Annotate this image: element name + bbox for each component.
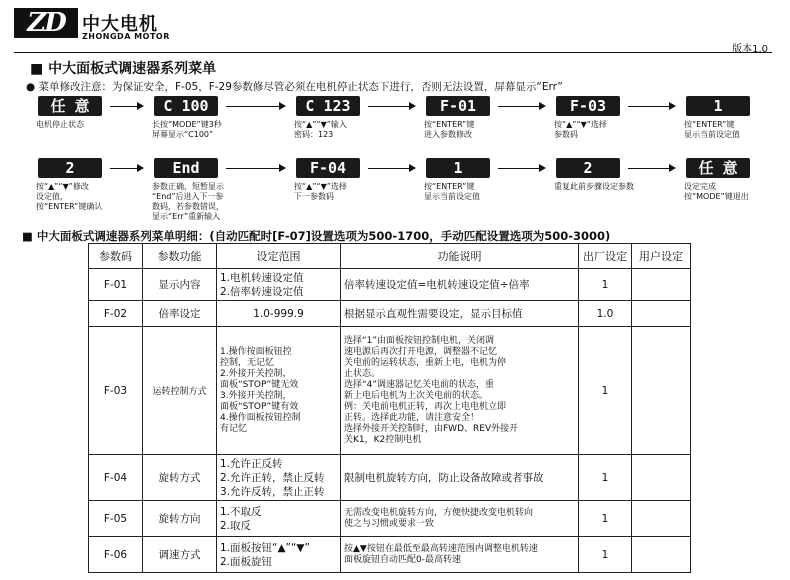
flow-arrow (110, 168, 142, 169)
user-setting (632, 301, 691, 327)
factory-setting: 1.0 (579, 301, 632, 327)
flow-arrow (628, 106, 674, 107)
display-r1-1: 任 意 (38, 96, 102, 116)
table-body (89, 269, 691, 573)
display-r2-6: 任 意 (686, 158, 750, 178)
display-r1-6: 1 (686, 96, 750, 116)
page-header (0, 0, 790, 56)
section-title-menu: ■ 中大面板式调速器系列菜单 (30, 61, 217, 77)
table-row (89, 301, 691, 327)
param-range: 1.电机转速设定值 2.倍率转速设定值 (217, 269, 341, 301)
flow-arrow (226, 168, 284, 169)
flow-arrow (368, 106, 414, 107)
flow-arrow (498, 106, 544, 107)
column-header: 用户设定 (632, 244, 691, 269)
param-description: 限制电机旋转方向，防止设备故障或者事故 (341, 455, 579, 501)
param-function: 旋转方式 (143, 455, 217, 501)
caption-r1-2: 长按“MODE”键3秒 屏幕显示“C100” (152, 120, 222, 139)
display-r2-5: 2 (556, 158, 620, 178)
column-header: 功能说明 (341, 244, 579, 269)
param-range: 1.操作按面板钮控 控制，无记忆 2.外接开关控制， 面板“STOP”键无效 3.外接开关控制， 面板“STOP”键有效 4.操作面板按钮控制 有记忆 (217, 327, 341, 455)
caption-r1-6: 按“ENTER”键 显示当前设定值 (684, 120, 740, 139)
param-function: 调速方式 (143, 537, 217, 573)
parameter-table (88, 243, 691, 573)
factory-setting: 1 (579, 537, 632, 573)
table-header-row (89, 244, 691, 269)
user-setting (632, 327, 691, 455)
display-r2-1: 2 (38, 158, 102, 178)
caption-r1-1: 电机停止状态 (36, 120, 84, 129)
param-function: 旋转方向 (143, 501, 217, 537)
display-r1-4: F-01 (426, 96, 490, 116)
param-description: 按▲▼按钮在最低至最高转速范围内调整电机转速 面板旋钮自动匹配0-最高转速 (341, 537, 579, 573)
table-row (89, 269, 691, 301)
brand-name-en: ZHONGDA MOTOR (82, 32, 170, 41)
caption-r1-3: 按“▲”“▼”输入 密码：123 (294, 120, 347, 139)
param-description: 根据显示直观性需要设定，显示目标值 (341, 301, 579, 327)
brand-logo: ZD (14, 8, 78, 38)
param-code: F-03 (89, 327, 143, 455)
column-header: 设定范围 (217, 244, 341, 269)
param-description: 选择“1”由面板按钮控制电机，关闭调 速电源后再次打开电源，调整器不记忆 关电前的运转状态，重新上电，电机为停 止状态。 选择“4”调速器记忆关电前的状态，重 新上电后电机为上次关电前的状态。 例：关电前电机正转，再次上电电机立即 正转。选择此功能，请注意安全！ 选择外接开关控制时，由FWD、REV外接开 关K1，K2控制电机 (341, 327, 579, 455)
display-r2-2: End (154, 158, 218, 178)
param-function: 运转控制方式 (143, 327, 217, 455)
brand-name-cn: 中大电机 (82, 14, 158, 35)
display-r1-3: C 123 (296, 96, 360, 116)
factory-setting: 1 (579, 501, 632, 537)
version-label: 版本1.0 (732, 44, 768, 55)
param-range: 1.不取反 2.取反 (217, 501, 341, 537)
table-row (89, 501, 691, 537)
caption-r2-2: 参数正确，短暂显示 “End”后进入下一参 数码，若参数错误， 显示“Err”重新输入 (152, 182, 224, 221)
user-setting (632, 269, 691, 301)
param-range: 1.允许正反转 2.允许正转，禁止反转 3.允许反转，禁止正转 (217, 455, 341, 501)
param-code: F-04 (89, 455, 143, 501)
display-r2-3: F-04 (296, 158, 360, 178)
param-function: 显示内容 (143, 269, 217, 301)
caption-r1-5: 按“▲”“▼”选择 参数码 (554, 120, 607, 139)
caption-r2-4: 按“ENTER”键 显示当前设定值 (424, 182, 480, 201)
flow-arrow (110, 106, 142, 107)
param-description: 倍率转速设定值=电机转速设定值÷倍率 (341, 269, 579, 301)
table-row (89, 327, 691, 455)
factory-setting: 1 (579, 327, 632, 455)
user-setting (632, 455, 691, 501)
factory-setting: 1 (579, 455, 632, 501)
caption-r1-4: 按“ENTER”键 进入参数修改 (424, 120, 475, 139)
user-setting (632, 537, 691, 573)
table-row (89, 455, 691, 501)
param-function: 倍率设定 (143, 301, 217, 327)
param-range: 1.面板按钮“▲”“▼” 2.面板旋钮 (217, 537, 341, 573)
param-code: F-01 (89, 269, 143, 301)
param-range: 1.0-999.9 (217, 301, 341, 327)
column-header: 参数码 (89, 244, 143, 269)
param-description: 无需改变电机旋转方向，方便快捷改变电机转向 使之与习惯或要求一致 (341, 501, 579, 537)
param-code: F-02 (89, 301, 143, 327)
table-row (89, 537, 691, 573)
section-title-detail: ■ 中大面板式调速器系列菜单明细：(自动匹配时[F-07]设置选项为500-1700，手动匹配设置选项为500-3000) (22, 229, 611, 243)
user-setting (632, 501, 691, 537)
display-r2-4: 1 (426, 158, 490, 178)
display-r1-5: F-03 (556, 96, 620, 116)
flow-arrow (226, 106, 284, 107)
param-code: F-05 (89, 501, 143, 537)
column-header: 参数功能 (143, 244, 217, 269)
caption-r2-1: 按“▲”“▼”修改 设定值， 按“ENTER”键确认 (36, 182, 103, 211)
caption-r2-3: 按“▲”“▼”选择 下一参数码 (294, 182, 347, 201)
column-header: 出厂设定 (579, 244, 632, 269)
display-r1-2: C 100 (154, 96, 218, 116)
param-code: F-06 (89, 537, 143, 573)
flow-arrow (628, 168, 674, 169)
menu-note: ● 菜单修改注意：为保证安全，F-05，F-29参数修尽管必须在电机停止状态下进行，否则无法设置，屏幕显示“Err” (26, 81, 563, 93)
caption-r2-6: 设定完成 按“MODE”键退出 (684, 182, 749, 201)
caption-r2-5: 重复此前步骤设定参数 (554, 182, 634, 191)
factory-setting: 1 (579, 269, 632, 301)
flow-arrow (498, 168, 544, 169)
flow-arrow (368, 168, 414, 169)
header-divider (14, 52, 772, 53)
